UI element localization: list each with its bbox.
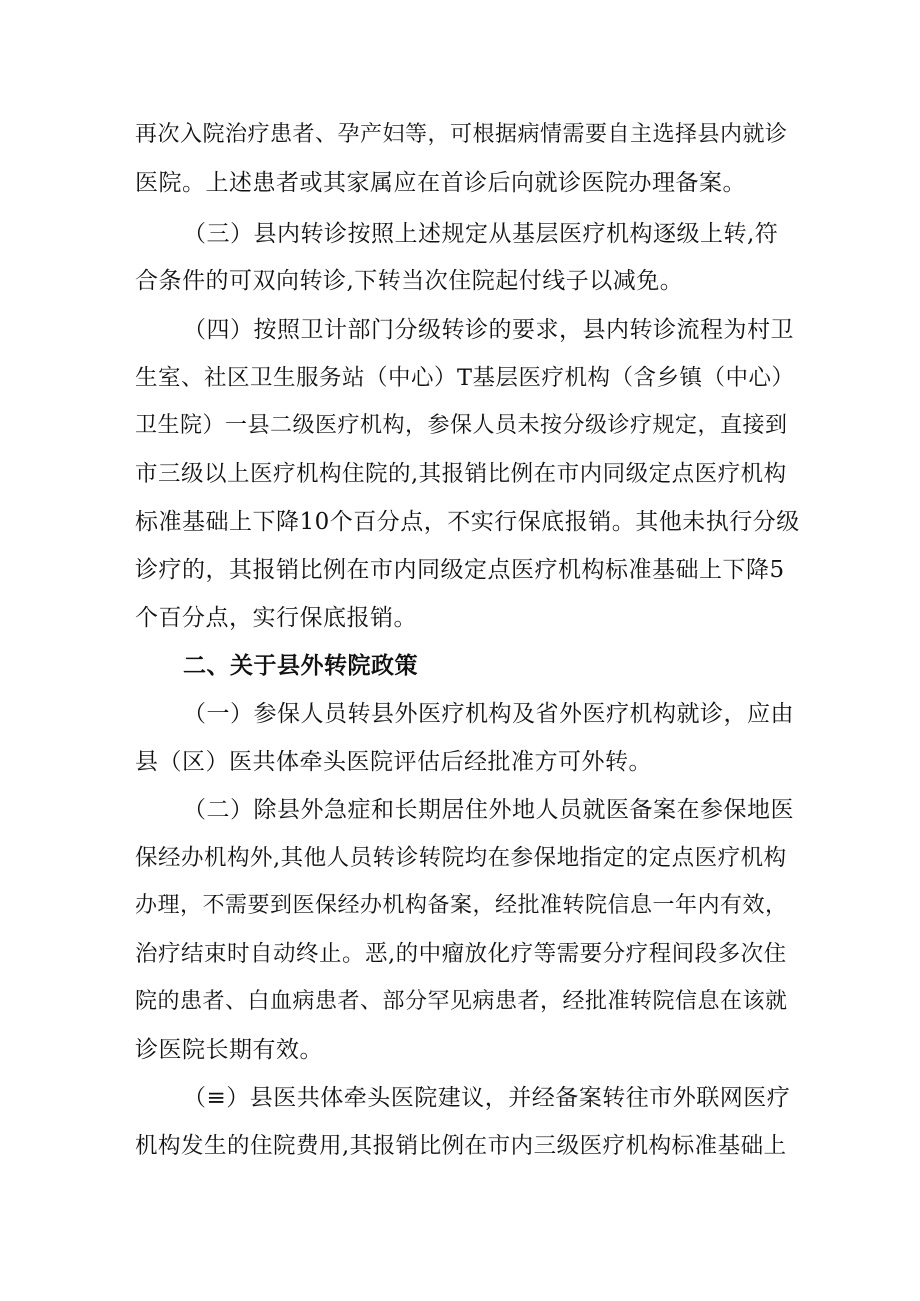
body-line: 生室、社区卫生服务站（中心）T基层医疗机构（含乡镇（中心） <box>135 365 795 391</box>
paragraph-first-line: （一）参保人员转县外医疗机构及省外医疗机构就诊，应由 <box>183 701 794 727</box>
body-line: 院的患者、白血病患者、部分罕见病患者，经批准转院信息在该就 <box>135 989 788 1014</box>
body-line: 卫生院）一县二级医疗机构，参保人员未按分级诊疗规定，直接到 <box>135 413 788 438</box>
body-line: 医院。上述患者或其家属应在首诊后向就诊医院办理备案。 <box>135 170 746 196</box>
body-line: 个百分点，实行保底报销。 <box>135 605 417 631</box>
body-line: 保经办机构外,其他人员转诊转院均在参保地指定的定点医疗机构 <box>135 845 787 871</box>
body-line: 办理，不需要到医保经办机构备案，经批准转院信息一年内有效， <box>135 893 788 918</box>
body-line: 市三级以上医疗机构住院的,其报销比例在市内同级定点医疗机构 <box>135 461 787 487</box>
paragraph-3-first-line: （三）县内转诊按照上述规定从基层医疗机构逐级上转,符 <box>183 221 779 247</box>
body-line: 诊疗的，其报销比例在市内同级定点医疗机构标准基础上下降5 <box>135 557 785 583</box>
body-line: 治疗结束时自动终止。恶,的中瘤放化疗等需要分疗程间段多次住 <box>135 941 787 967</box>
body-line: 再次入院治疗患者、孕产妇等，可根据病情需要自主选择县内就诊 <box>135 122 788 147</box>
body-line: 合条件的可双向转诊,下转当次住院起付线子以减免。 <box>135 268 684 294</box>
body-line: 机构发生的住院费用,其报销比例在市内三级医疗机构标准基础上 <box>135 1133 787 1159</box>
paragraph-4-first-line: （四）按照卫计部门分级转诊的要求，县内转诊流程为村卫 <box>183 317 794 343</box>
body-line: 诊医院长期有效。 <box>135 1037 323 1063</box>
paragraph-first-line: （二）除县外急症和长期居住外地人员就医备案在参保地医 <box>183 797 794 823</box>
paragraph-first-line: （≡）县医共体牵头医院建议，并经备案转往市外联网医疗 <box>183 1085 791 1111</box>
body-line: 标准基础上下降10个百分点，不实行保底报销。其他未执行分级 <box>135 509 800 535</box>
body-line: 县（区）医共体牵头医院评估后经批准方可外转。 <box>135 749 652 775</box>
section-heading: 二、关于县外转院政策 <box>183 652 418 679</box>
